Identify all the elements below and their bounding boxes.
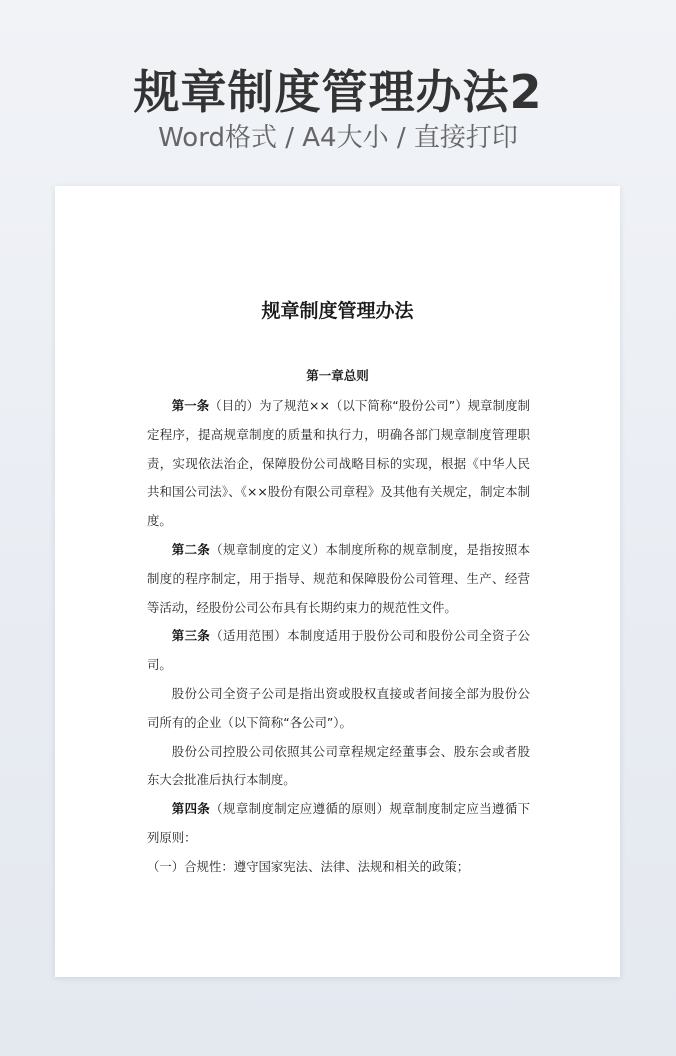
document-body xyxy=(147,392,530,882)
document-page xyxy=(55,186,620,977)
document-title: 规章制度管理办法 xyxy=(261,300,414,322)
article-2-text: （规章制度的定义）本制度所称的规章制度，是指按照本制度的程序制定，用于指导、规范和保障股份公司管理、生产、经营等活动，经股份公司公布具有长期约束力的规范性文件。 xyxy=(147,541,531,615)
article-1-label: 第一条 xyxy=(171,398,210,413)
article-4 xyxy=(147,795,530,853)
article-3-text: （适用范围）本制度适用于股份公司和股份公司全资子公司。 xyxy=(147,628,531,673)
banner-title: 规章制度管理办法2 xyxy=(133,65,543,119)
article-2-label: 第二条 xyxy=(171,541,211,557)
article-1-text: （目的）为了规范××（以下简称“股份公司”）规章制度制定程序，提高规章制度的质量和执行力，明确各部门规章制度管理职责，实现依法治企，保障股份公司战略目标的实现，根据《中华人民共和国公司法》、《××股份有限公司章程》及其他有关规定，制定本制度。 xyxy=(147,398,530,529)
article-2 xyxy=(147,536,530,622)
chapter-heading: 第一章总则 xyxy=(306,368,369,383)
paragraph-holding: 股份公司控股公司依照其公司章程规定经董事会、股东会或者股东大会批准后执行本制度。 xyxy=(147,743,530,788)
article-3 xyxy=(147,622,530,680)
banner-subtitle: Word格式 / A4大小 / 直接打印 xyxy=(158,123,518,153)
list-item-1: （一）合规性：遵守国家宪法、法律、法规和相关的政策； xyxy=(147,858,470,874)
article-4-text: （规章制度制定应遵循的原则）规章制度制定应当遵循下列原则： xyxy=(147,801,531,845)
paragraph-subsidiary: 股份公司全资子公司是指出资或股权直接或者间接全部为股份公司所有的企业（以下简称“各公司”）。 xyxy=(147,685,530,730)
article-1 xyxy=(147,392,530,536)
article-4-label: 第四条 xyxy=(171,801,211,817)
article-3-label: 第三条 xyxy=(171,628,211,644)
